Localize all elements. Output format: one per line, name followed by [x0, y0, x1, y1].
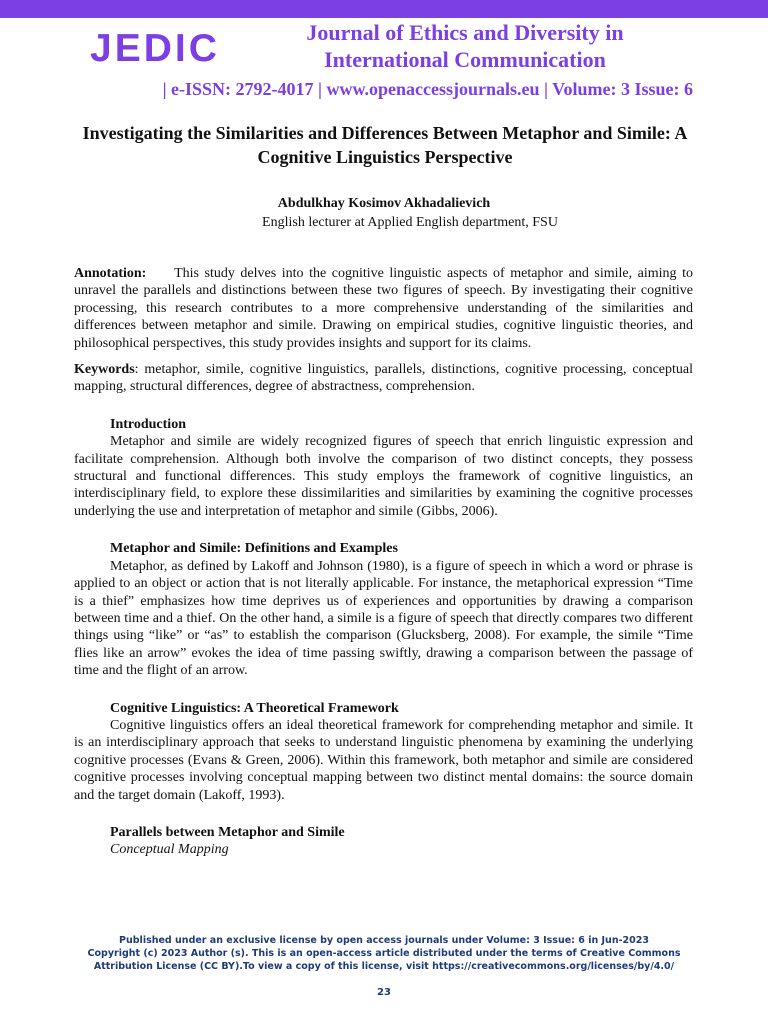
keywords-paragraph: [74, 361, 693, 396]
article-body: [74, 265, 693, 859]
paper-title: Investigating the Similarities and Differences Between Metaphor and Simile: A Cognitive Linguistics Perspective: [82, 123, 688, 167]
introduction-heading: Introduction: [110, 416, 186, 432]
author-name: Abdulkhay Kosimov Akhadalievich: [277, 196, 491, 211]
journal-logo: JEDIC: [90, 27, 220, 70]
definitions-heading: Metaphor and Simile: Definitions and Examples: [110, 541, 398, 557]
conceptual-mapping-subheading: Conceptual Mapping: [110, 842, 229, 858]
issn-line: | e-ISSN: 2792-4017 | www.openaccessjournals.eu | Volume: 3 Issue: 6: [162, 79, 693, 99]
keywords-text: : metaphor, simile, cognitive linguistics, parallels, distinctions, cognitive processing, conceptual mapping, structural differences, degree of abstractness, comprehension.: [74, 362, 693, 395]
author-affiliation: English lecturer at Applied English department, FSU: [262, 215, 558, 230]
framework-paragraph: Cognitive linguistics offers an ideal theoretical framework for comprehending metaphor and simile. It is an interdisciplinary approach that seeks to understand linguistic phenomena by examining the underlying cognitive processes (Evans & Green, 2006). Within this framework, both metaphor and simile are considered cognitive processes involving conceptual mapping between two distinct mental domains: the source domain and the target domain (Lakoff, 1993).: [74, 717, 693, 803]
introduction-paragraph: Metaphor and simile are widely recognized figures of speech that enrich linguistic expression and facilitate comprehension. Although both involve the comparison of two distinct concepts, they possess structural and functional differences. This study employs the framework of cognitive linguistics, an interdisciplinary field, to explore these dissimilarities and similarities by examining the cognitive processes underlying the use and interpretation of metaphor and simile (Gibbs, 2006).: [74, 434, 693, 519]
framework-heading: Cognitive Linguistics: A Theoretical Framework: [110, 700, 399, 716]
annotation-paragraph: [74, 265, 693, 352]
footer-line-3: Attribution License (CC BY).To view a copy of this license, visit https://creativecommons.org/licenses/by/4.0/: [93, 961, 675, 972]
annotation-text: This study delves into the cognitive linguistic aspects of metaphor and simile, aiming to unravel the parallels and distinctions between these two figures of speech. By investigating their cognitive processing, this research contributes to a more comprehensive understanding of the similarities and differences between metaphor and simile. Drawing on empirical studies, cognitive linguistic theories, and philosophical perspectives, this study provides insights and support for its claims.: [74, 266, 694, 351]
annotation-label: Annotation:: [74, 266, 147, 281]
top-accent-bar: [0, 0, 768, 18]
license-footer: [0, 934, 768, 973]
parallels-heading: Parallels between Metaphor and Simile: [110, 824, 345, 840]
footer-line-2: Copyright (c) 2023 Author (s). This is an open-access article distributed under the terms of Creative Commons: [87, 948, 681, 959]
keywords-label: Keywords: [74, 362, 135, 378]
definitions-paragraph: Metaphor, as defined by Lakoff and Johnson (1980), is a figure of speech in which a word or phrase is applied to an object or action that is not literally applicable. For instance, the metaphorical expression “Time is a thief” emphasizes how time deprives us of experiences and opportunities by drawing a comparison between time and a thief. On the other hand, a simile is a figure of speech that directly compares two different things using “like” or “as” to establish the comparison (Glucksberg, 2008). For example, the simile “Time flies like an arrow” evokes the idea of time passing swiftly, drawing a comparison between the passage of time and the flight of an arrow.: [74, 558, 693, 679]
journal-title: Journal of Ethics and Diversity in International Communication: [306, 20, 624, 72]
page-number: 23: [377, 987, 391, 998]
footer-line-1: Published under an exclusive license by open access journals under Volume: 3 Issue: 6 in Jun-2023: [119, 935, 649, 946]
